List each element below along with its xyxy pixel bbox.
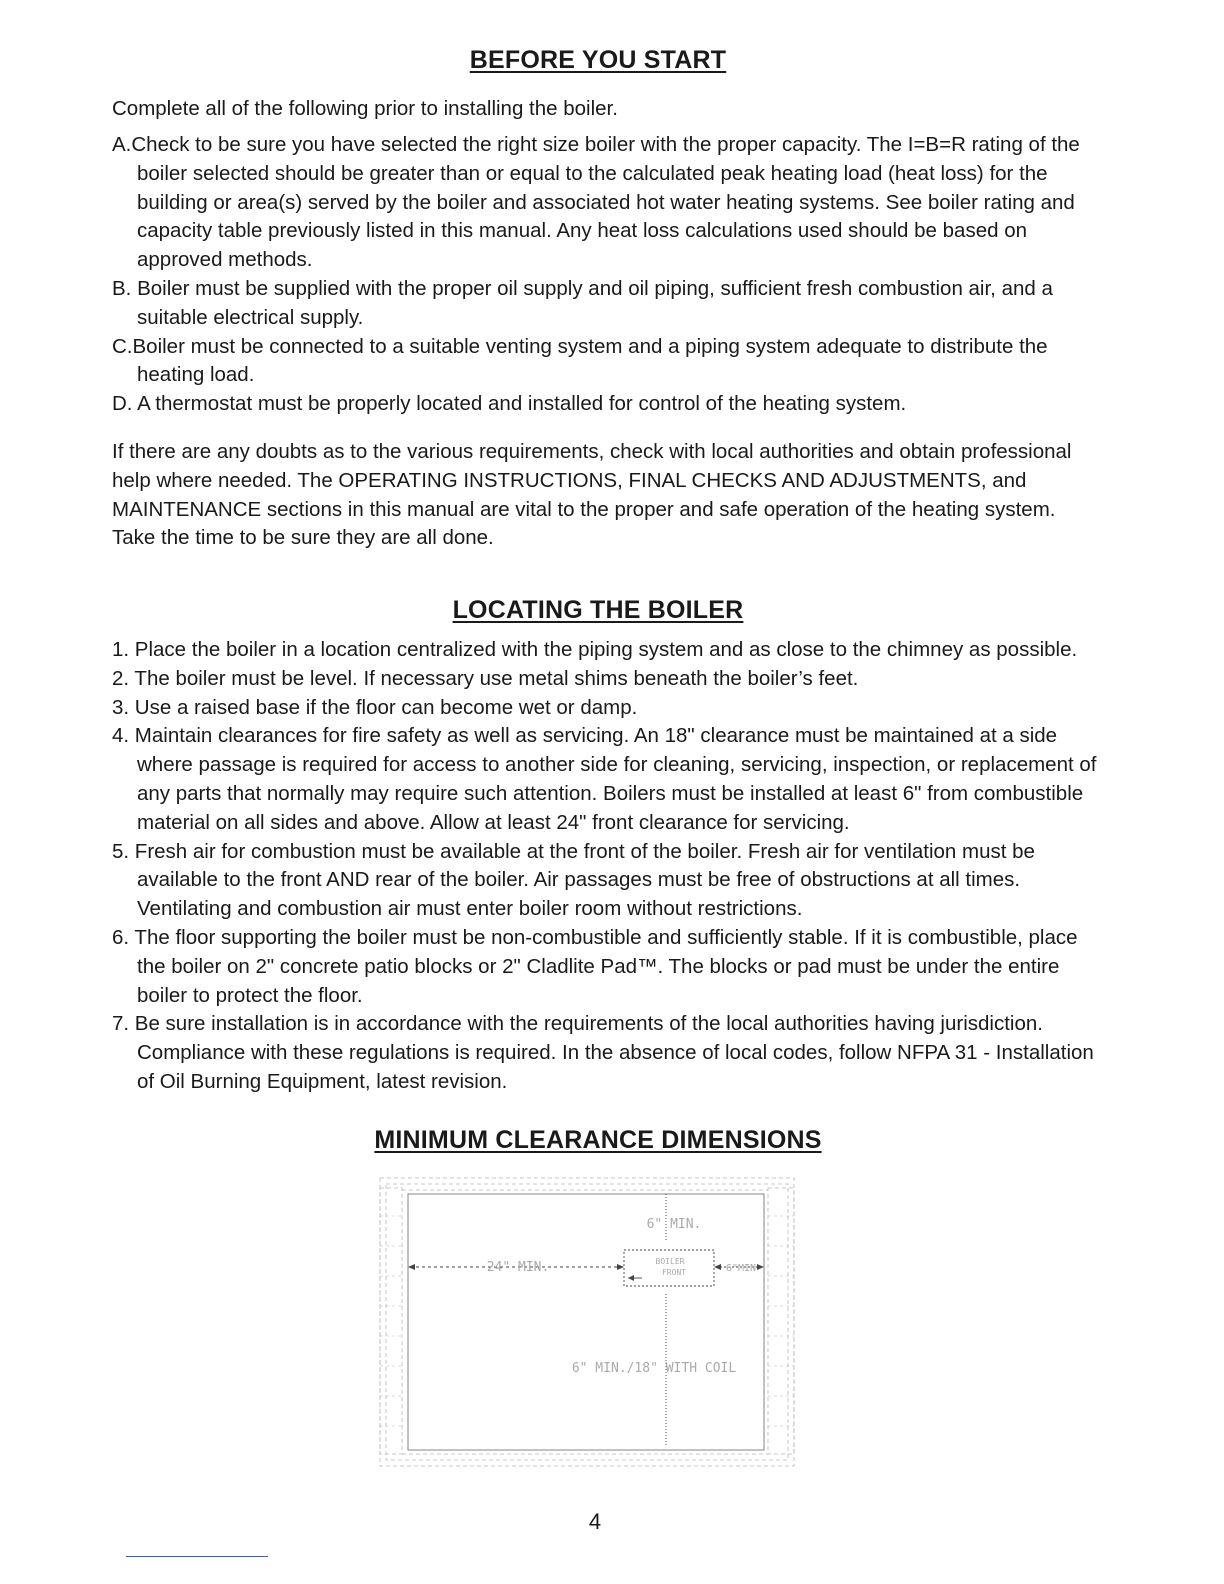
boiler-label-line1: BOILER: [655, 1257, 685, 1266]
section-title-minimum-clearance: MINIMUM CLEARANCE DIMENSIONS: [374, 1126, 822, 1154]
boiler-label-line2: FRONT: [661, 1268, 687, 1277]
intro-paragraph: Complete all of the following prior to installing the boiler.: [112, 97, 618, 120]
section-title-locating-the-boiler: LOCATING THE BOILER: [452, 596, 744, 624]
front-clearance-label: 24" MIN.: [486, 1260, 550, 1275]
list-item: B. Boiler must be supplied with the proper oil supply and oil piping, sufficient fresh combustion air, and a suitable electrical supply.: [112, 276, 1053, 329]
closing-paragraph: If there are any doubts as to the various requirements, check with local authorities and obtain professional help where needed. The OPERATING INSTRUCTIONS, FINAL CHECKS AND ADJUSTMENTS, and MAINTENANCE sections in this manual are vital to the proper and safe operation of the heating system. Take the time to be sure they are all done.: [112, 440, 1072, 550]
top-clearance-label: 6" MIN.: [646, 1217, 702, 1232]
rear-clearance-label: 6" MIN./18" WITH COIL: [571, 1361, 737, 1376]
section-title-before-you-start: BEFORE YOU START: [469, 46, 727, 74]
location-list: [112, 636, 1102, 1097]
outer-wall-boundary: [380, 1178, 794, 1466]
footer-rule: [126, 1556, 268, 1557]
intro-text: [112, 95, 1102, 124]
list-item: 5. Fresh air for combustion must be available at the front of the boiler. Fresh air for ventilation must be available to the front AND rear of the boiler. Air passages must be free of obstructions at all times. Ventilating and combustion air must enter boiler room without restrictions.: [112, 839, 1035, 921]
page-number: 4: [588, 1509, 602, 1534]
list-item: A.Check to be sure you have selected the right size boiler with the proper capacity. The I=B=R rating of the boiler selected should be greater than or equal to the calculated peak heating load (heat loss) for the building or area(s) served by the boiler and associated hot water heating systems. See boiler rating and capacity table previously listed in this manual. Any heat loss calculations used should be based on approved methods.: [112, 133, 1080, 272]
list-item: 4. Maintain clearances for fire safety as well as servicing. An 18" clearance must be maintained at a side where passage is required for access to another side for cleaning, servicing, inspection, or replacement of any parts that normally may require such attention. Boilers must be installed at least 6" from combustible material on all sides and above. Allow at least 24" front clearance for servicing.: [112, 724, 1097, 834]
list-item: D. A thermostat must be properly located and installed for control of the heating system.: [112, 392, 907, 416]
closing-text: [112, 438, 1102, 553]
list-item: 6. The floor supporting the boiler must be non-combustible and sufficiently stable. If it is combustible, place the boiler on 2" concrete patio blocks or 2" Cladlite Pad™. The blocks or pad must be under the entire boiler to protect the floor.: [112, 925, 1078, 1007]
list-item: 7. Be sure installation is in accordance with the requirements of the local authorities having jurisdiction. Compliance with these regulations is required. In the absence of local codes, follow NFPA 31 - Installation of Oil Burning Equipment, latest revision.: [112, 1012, 1094, 1093]
clearance-diagram: [378, 1176, 796, 1468]
list-item: 2. The boiler must be level. If necessary use metal shims beneath the boiler’s feet.: [112, 666, 859, 690]
list-item: C.Boiler must be connected to a suitable venting system and a piping system adequate to distribute the heating load.: [112, 334, 1048, 387]
list-item: 3. Use a raised base if the floor can become wet or damp.: [112, 695, 638, 719]
side-clearance-label: 6"MIN: [725, 1263, 757, 1274]
prerequisite-list: [112, 131, 1102, 419]
list-item: 1. Place the boiler in a location centralized with the piping system and as close to the chimney as possible.: [112, 638, 1078, 661]
